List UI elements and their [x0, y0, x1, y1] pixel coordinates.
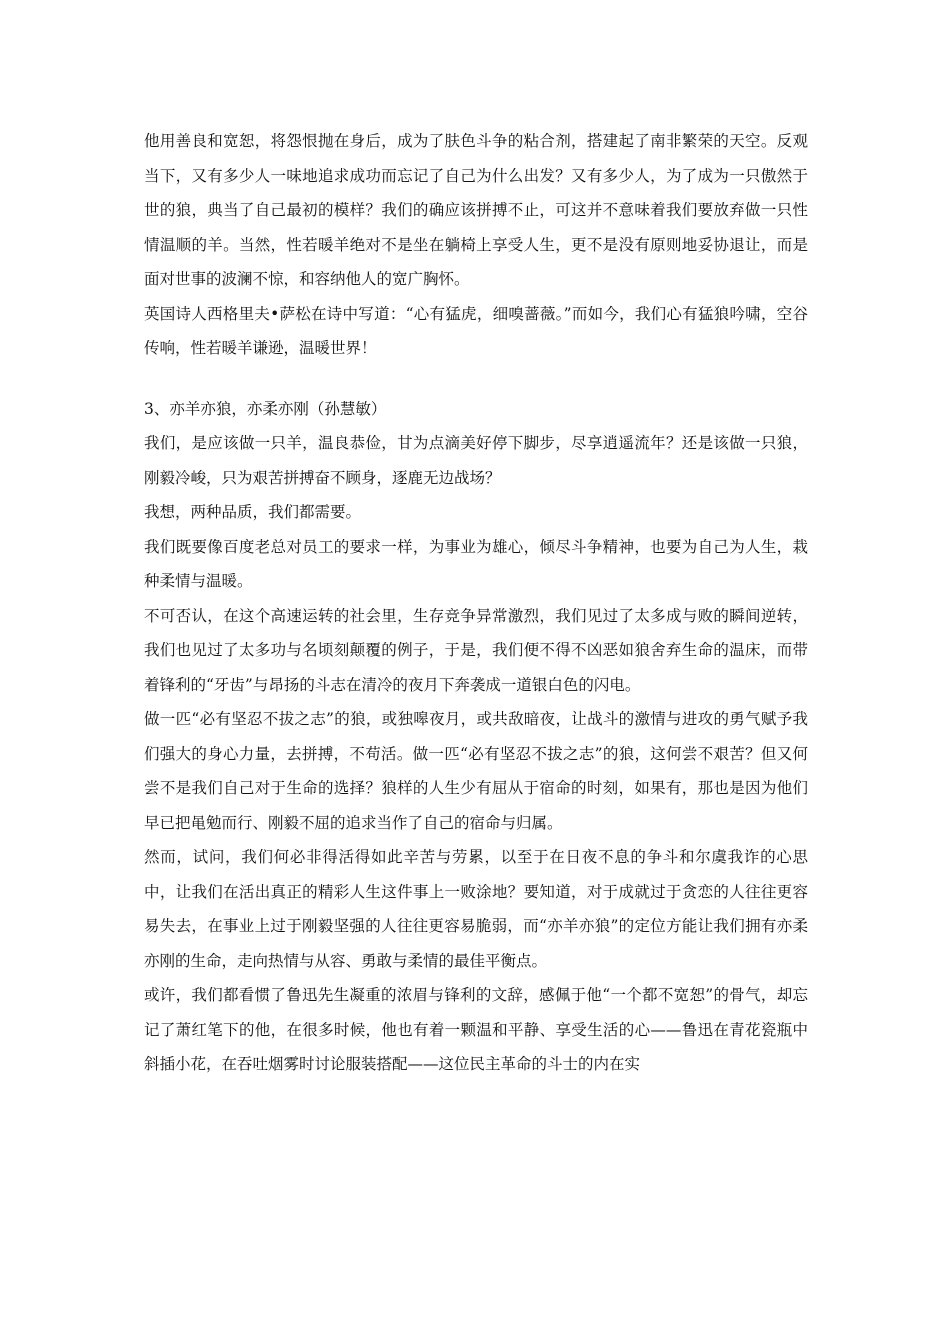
- paragraph: 英国诗人西格里夫•萨松在诗中写道：“心有猛虎，细嗅蔷薇。”而如今，我们心有猛狼吟啸，空谷传响，性若暖羊谦逊，温暖世界！: [144, 304, 808, 357]
- paragraph: 或许，我们都看惯了鲁迅先生凝重的浓眉与锋利的文辞，感佩于他“一个都不宽恕”的骨气，却忘记了萧红笔下的他，在很多时候，他也有着一颗温和平静、享受生活的心——鲁迅在青花瓷瓶中斜插小花，在吞吐烟雾时讨论服装搭配——这位民主革命的斗士的内在实: [144, 986, 808, 1073]
- paragraph: 他用善良和宽恕，将怨恨抛在身后，成为了肤色斗争的粘合剂，搭建起了南非繁荣的天空。反观当下，又有多少人一味地追求成功而忘记了自己为什么出发？又有多少人，为了成为一只傲然于世的狼，典当了自己最初的模样？我们的确应该拼搏不止，可这并不意味着我们要放弃做一只性情温顺的羊。当然，性若暖羊绝对不是坐在躺椅上享受人生，更不是没有原则地妥协退让，而是面对世事的波澜不惊，和容纳他人的宽广胸怀。: [144, 132, 808, 288]
- paragraph: 我们既要像百度老总对员工的要求一样，为事业为雄心，倾尽斗争精神，也要为自己为人生，栽种柔情与温暖。: [144, 537, 808, 590]
- paragraph: 我们，是应该做一只羊，温良恭俭，甘为点滴美好停下脚步，尽享逍遥流年？还是该做一只狼，刚毅冷峻，只为艰苦拼搏奋不顾身，逐鹿无边战场？: [144, 434, 808, 487]
- paragraph-gap: [144, 366, 808, 392]
- paragraph: 然而，试问，我们何必非得活得如此辛苦与劳累，以至于在日夜不息的争斗和尔虞我诈的心思中，让我们在活出真正的精彩人生这件事上一败涂地？要知道，对于成就过于贪恋的人往往更容易失去，在事业上过于刚毅坚强的人往往更容易脆弱，而“亦羊亦狼”的定位方能让我们拥有亦柔亦刚的生命，走向热情与从容、勇敢与柔情的最佳平衡点。: [144, 848, 808, 970]
- paragraph: 做一匹“必有坚忍不拔之志”的狼，或独嗥夜月，或共敌暗夜，让战斗的激情与进攻的勇气赋予我们强大的身心力量，去拼搏，不苟活。做一匹“必有坚忍不拔之志”的狼，这何尝不艰苦？但又何尝不是我们自己对于生命的选择？狼样的人生少有屈从于宿命的时刻，如果有，那也是因为他们早已把黾勉而行、刚毅不屈的追求当作了自己的宿命与归属。: [144, 710, 808, 832]
- paragraph: 不可否认，在这个高速运转的社会里，生存竞争异常激烈，我们见过了太多成与败的瞬间逆转，我们也见过了太多功与名顷刻颠覆的例子，于是，我们便不得不凶恶如狼舍弃生命的温床，而带着锋利的“牙齿”与昂扬的斗志在清冷的夜月下奔袭成一道银白色的闪电。: [144, 606, 808, 694]
- paragraph: 我想，两种品质，我们都需要。: [144, 503, 362, 521]
- section-heading: 3、亦羊亦狼，亦柔亦刚（孙慧敏）: [144, 399, 387, 418]
- document-body: [144, 124, 808, 1082]
